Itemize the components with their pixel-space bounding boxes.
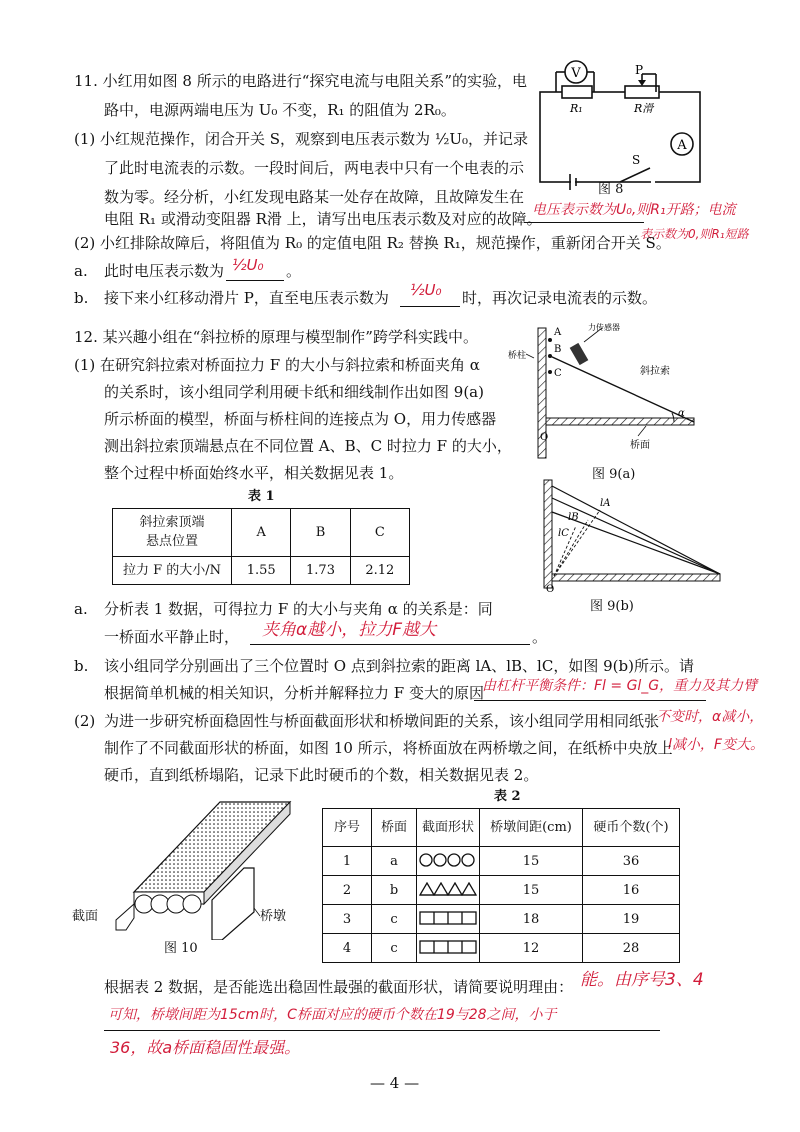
table2-cell-no: 1 bbox=[323, 847, 372, 876]
table2-cell-deck: c bbox=[372, 905, 417, 934]
q11-a-text: 此时电压表示数为 bbox=[104, 262, 225, 280]
q11-p1-line1: (1) 小红规范操作，闭合开关 S，观察到电压表示数为 ½U₀，并记录 bbox=[74, 130, 529, 148]
table2-cell-spacing: 15 bbox=[480, 847, 583, 876]
fig10-pier-label: 桥墩 bbox=[260, 909, 287, 924]
table2-cell-deck: a bbox=[372, 847, 417, 876]
q12-p1-line2: 的关系时，该小组同学利用硬卡纸和细线制作出如图 9(a) bbox=[104, 383, 484, 401]
rslide-label: R滑 bbox=[634, 102, 654, 115]
table2-cell-coins: 16 bbox=[583, 876, 680, 905]
q11-a-end: 。 bbox=[286, 262, 302, 280]
table1-caption: 表 1 bbox=[248, 489, 275, 504]
table-1 bbox=[112, 508, 410, 585]
q12-a-end: 。 bbox=[532, 628, 548, 646]
table2-cell-coins: 28 bbox=[583, 934, 680, 963]
fig9a-label-deck: 桥面 bbox=[630, 440, 650, 451]
fig9a-label-o: O bbox=[540, 432, 549, 443]
q11-b-text: 接下来小红移动滑片 P，直至电压表示数为 bbox=[104, 289, 389, 307]
table2-cell-spacing: 15 bbox=[480, 876, 583, 905]
q11-p1-line2: 了此时电流表的示数。一段时间后，两电表中只有一个电表的示 bbox=[104, 159, 525, 177]
q11-answer-b: ½U₀ bbox=[410, 281, 442, 299]
q12-final-prompt: 根据表 2 数据，是否能选出稳固性最强的截面形状，请简要说明理由： bbox=[104, 978, 574, 996]
table2-cell-no: 4 bbox=[323, 934, 372, 963]
table1-value-a: 1.55 bbox=[232, 557, 291, 585]
table2-caption: 表 2 bbox=[494, 789, 521, 804]
q12-answer-a: 夹角α越小，拉力F越大 bbox=[262, 620, 436, 640]
table2-cell-spacing: 12 bbox=[480, 934, 583, 963]
table1-value-b: 1.73 bbox=[291, 557, 350, 585]
q12-answer-b2: 不变时，α减小， bbox=[656, 709, 764, 725]
table2-cell-deck: b bbox=[372, 876, 417, 905]
q11-b-label: b. bbox=[74, 289, 89, 307]
fig9a-label-b: B bbox=[554, 344, 562, 355]
q11-answer-a: ½U₀ bbox=[232, 256, 264, 274]
q12-p2-line3: 硬币，直到纸桥塌陷，记录下此时硬币的个数，相关数据见表 2。 bbox=[104, 766, 539, 784]
shape-triangles bbox=[417, 876, 480, 905]
q12-answer-final1: 能。由序号3、4 bbox=[580, 970, 704, 990]
q12-p1-line5: 整个过程中桥面始终水平，相关数据见表 1。 bbox=[104, 464, 404, 482]
q11-p1-line3: 数为零。经分析，小红发现电路某一处存在故障，且故障发生在 bbox=[104, 188, 525, 206]
switch-label: S bbox=[632, 153, 641, 167]
table1-value-c: 2.12 bbox=[350, 557, 409, 585]
table2-cell-coins: 19 bbox=[583, 905, 680, 934]
fig9a-label-cable: 斜拉索 bbox=[640, 366, 670, 377]
fig9b-label-o: O bbox=[546, 584, 555, 595]
table2-cell-coins: 36 bbox=[583, 847, 680, 876]
figure-10-caption: 图 10 bbox=[164, 941, 198, 956]
q11-p1-line4: 电阻 R₁ 或滑动变阻器 R滑 上，请写出电压表示数及对应的故障。 bbox=[104, 210, 542, 228]
shape-squares bbox=[417, 905, 480, 934]
table2-header-coins: 硬币个数(个) bbox=[583, 809, 680, 847]
table2-cell-spacing: 18 bbox=[480, 905, 583, 934]
slider-p-label: P bbox=[635, 63, 644, 77]
shape-squares bbox=[417, 934, 480, 963]
table1-header-label-2: 悬点位置 bbox=[145, 533, 198, 549]
q12-a-line1: 分析表 1 数据，可得拉力 F 的大小与夹角 α 的关系是：同 bbox=[104, 600, 493, 618]
fig9a-label-sensor: 力传感器 bbox=[588, 323, 620, 332]
table1-pos-b: B bbox=[291, 509, 350, 557]
q11-b-end: 时，再次记录电流表的示数。 bbox=[462, 289, 658, 307]
table2-header-spacing: 桥墩间距(cm) bbox=[480, 809, 583, 847]
q12-line1: 12. 某兴趣小组在“斜拉桥的原理与模型制作”跨学科实践中。 bbox=[74, 328, 478, 346]
q12-p1-line1: (1) 在研究斜拉索对桥面拉力 F 的大小与斜拉索和桥面夹角 α bbox=[74, 356, 480, 374]
table2-header-shape: 截面形状 bbox=[417, 809, 480, 847]
q12-p1-line3: 所示桥面的模型，桥面与桥柱间的连接点为 O，用力传感器 bbox=[104, 410, 497, 428]
figure-8-circuit bbox=[530, 52, 710, 202]
figure-9a-caption: 图 9(a) bbox=[592, 467, 636, 482]
figure-9a bbox=[506, 318, 726, 468]
table-row bbox=[323, 847, 680, 876]
table1-pos-a: A bbox=[232, 509, 291, 557]
q12-p2-line2: 制作了不同截面形状的桥面，如图 10 所示，将桥面放在两桥墩之间，在纸桥中央放上 bbox=[104, 739, 673, 757]
q12-p2-line1: 为进一步研究桥面稳固性与桥面截面形状和桥墩间距的关系，该小组同学用相同纸张 bbox=[104, 712, 660, 730]
fig9a-label-alpha: α bbox=[678, 408, 685, 419]
ammeter-label: A bbox=[677, 138, 687, 153]
q12-answer-b1: 由杠杆平衡条件：Fl = Gl_G，重力及其力臂 bbox=[482, 678, 758, 694]
q12-b-line2: 根据简单机械的相关知识，分析并解释拉力 F 变大的原因 bbox=[104, 684, 484, 702]
voltmeter-label: V bbox=[571, 66, 581, 81]
shape-circles bbox=[417, 847, 480, 876]
fig9b-label-la: lA bbox=[600, 498, 611, 509]
fig9a-label-c: C bbox=[554, 368, 562, 379]
fig9b-label-lc: lC bbox=[558, 528, 569, 539]
table1-row-label: 拉力 F 的大小/N bbox=[113, 557, 232, 585]
table-row bbox=[323, 905, 680, 934]
q11-a-label: a. bbox=[74, 262, 88, 280]
table2-cell-no: 2 bbox=[323, 876, 372, 905]
q11-line1: 11. 小红用如图 8 所示的电路进行“探究电流与电阻关系”的实验，电 bbox=[74, 72, 528, 90]
q12-answer-final3: 36，故a桥面稳固性最强。 bbox=[110, 1038, 301, 1057]
table2-cell-deck: c bbox=[372, 934, 417, 963]
fig9a-label-a: A bbox=[554, 327, 562, 338]
table-row bbox=[323, 934, 680, 963]
figure-8-caption: 图 8 bbox=[598, 182, 624, 197]
figure-9b bbox=[534, 478, 724, 598]
page-number: — 4 — bbox=[370, 1074, 420, 1092]
fig9a-label-pillar: 桥柱 bbox=[508, 351, 527, 361]
table-2 bbox=[322, 808, 680, 963]
q12-b-label: b. bbox=[74, 657, 89, 675]
q12-b-line1: 该小组同学分别画出了三个位置时 O 点到斜拉索的距离 lA、lB、lC，如图 9(b)所示。请 bbox=[104, 657, 694, 675]
table-row bbox=[323, 876, 680, 905]
table2-cell-no: 3 bbox=[323, 905, 372, 934]
table1-header-label-1: 斜拉索顶端 bbox=[139, 514, 205, 530]
fig9b-label-lb: lB bbox=[568, 512, 579, 523]
table2-header-deck: 桥面 bbox=[372, 809, 417, 847]
table1-pos-c: C bbox=[350, 509, 409, 557]
q12-p2-label: (2) bbox=[74, 712, 96, 730]
q11-p2-line1: (2) 小红排除故障后，将阻值为 R₀ 的定值电阻 R₂ 替换 R₁，规范操作，重新闭合开关 S。 bbox=[74, 234, 671, 252]
q11-answer-p1a: 电压表示数为U₀,则R₁开路；电流 bbox=[532, 202, 736, 218]
q11-line2: 路中，电源两端电压为 U₀ 不变，R₁ 的阻值为 2R₀。 bbox=[104, 101, 456, 119]
table2-header-no: 序号 bbox=[323, 809, 372, 847]
q12-p1-line4: 测出斜拉索顶端悬点在不同位置 A、B、C 时拉力 F 的大小， bbox=[104, 437, 512, 455]
q11-answer-p1b: 表示数为0,则R₁短路 bbox=[640, 227, 749, 241]
figure-9b-caption: 图 9(b) bbox=[590, 599, 634, 614]
q12-a-line2: 一桥面水平静止时， bbox=[104, 628, 240, 646]
q12-answer-final2: 可知，桥墩间距为15cm时，C桥面对应的硬币个数在19与28之间，小于 bbox=[108, 1007, 557, 1023]
fig10-deck-label: 截面 bbox=[72, 909, 99, 924]
r1-label: R₁ bbox=[570, 102, 583, 115]
q12-a-label: a. bbox=[74, 600, 88, 618]
q12-answer-b3: l减小，F变大。 bbox=[668, 737, 764, 753]
